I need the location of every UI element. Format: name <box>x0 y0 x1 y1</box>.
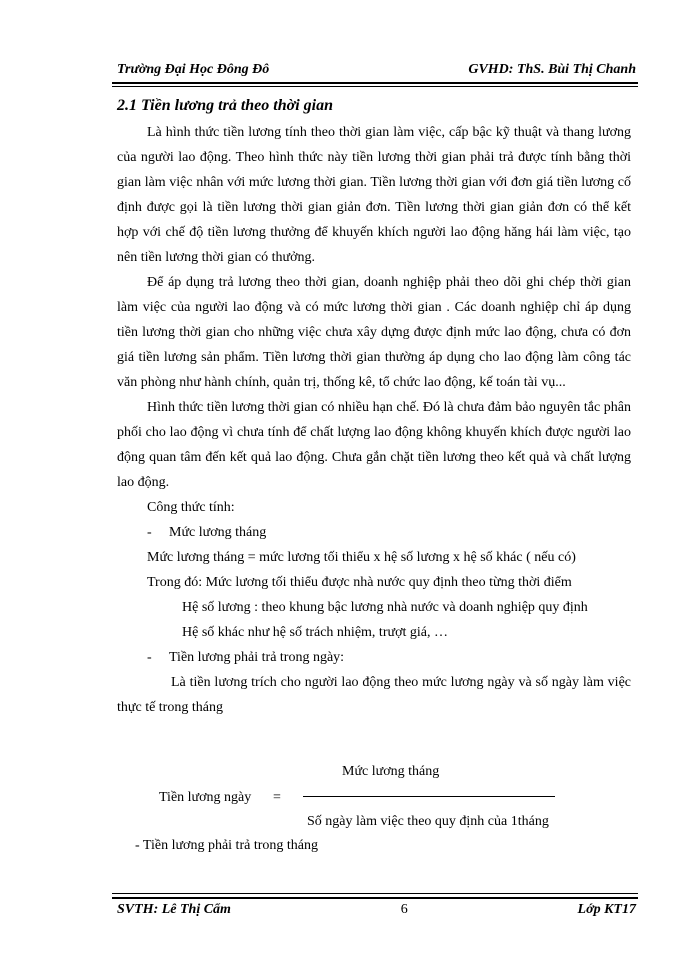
header-rule-thin <box>112 86 638 87</box>
header-school: Trường Đại Học Đông Đô <box>117 62 270 77</box>
body-text <box>117 120 631 720</box>
bullet-monthly-text: Mức lương tháng <box>169 525 267 540</box>
footer-student: SVTH: Lê Thị Cẩm <box>117 902 231 917</box>
fraction-lhs: Tiền lương ngày <box>159 790 252 805</box>
fraction-denominator: Số ngày làm việc theo quy định của 1tháng <box>307 814 549 829</box>
bullet-monthly: - Mức lương tháng <box>147 525 267 540</box>
paragraph-2: Để áp dụng trả lương theo thời gian, doanh nghiệp phải theo dõi ghi chép thời gian làm việc của người lao động và có mức lương thời gian . Các doanh nghiệp chỉ áp dụng tiền lương thời gian cho những việc chưa xây dựng được định mức lao động, chưa có đơn giá tiền lương sản phẩm. Tiền lương thời gian thường áp dụng cho lao động làm công tác văn phòng như hành chính, quản trị, thống kê, tổ chức lao động, kế toán tài vụ... <box>117 275 631 390</box>
bullet-daily: - Tiền lương phải trả trong ngày: <box>147 650 345 665</box>
bullet-daily-text: Tiền lương phải trả trong ngày: <box>169 650 345 665</box>
daily-wage-formula <box>117 762 631 842</box>
paragraph-3: Hình thức tiền lương thời gian có nhiều hạn chế. Đó là chưa đảm bảo nguyên tắc phân phối cho lao động vì chưa tính để chất lượng lao động không khuyến khích được người lao động quan tâm đến kết quả lao động. Chưa gắn chặt tiền lương theo kết quả và chất lượng lao động. <box>117 400 631 490</box>
formula-intro: Công thức tính: <box>147 500 235 515</box>
footer-rule-thin <box>112 893 638 894</box>
where-clause: Trong đó: Mức lương tối thiểu được nhà nước quy định theo từng thời điểm <box>147 575 572 590</box>
header-rule <box>112 82 638 84</box>
coefficient-1: Hệ số lương : theo khung bậc lương nhà nước và doanh nghiệp quy định <box>182 600 588 615</box>
fraction-equals: = <box>273 790 281 805</box>
page-header <box>117 62 636 78</box>
fraction-bar <box>303 796 555 797</box>
monthly-formula: Mức lương tháng = mức lương tối thiểu x hệ số lương x hệ số khác ( nếu có) <box>147 550 576 565</box>
daily-description: Là tiền lương trích cho người lao động theo mức lương ngày và số ngày làm việc thực tế trong tháng <box>117 675 631 715</box>
footer-class: Lớp KT17 <box>577 902 636 917</box>
section-title: 2.1 Tiền lương trả theo thời gian <box>117 97 333 114</box>
header-supervisor: GVHD: ThS. Bùi Thị Chanh <box>468 62 636 77</box>
paragraph-1: Là hình thức tiền lương tính theo thời gian làm việc, cấp bậc kỹ thuật và thang lương của người lao động. Theo hình thức này tiền lương thời gian phải trả được tính bằng thời gian làm việc nhân với mức lương thời gian. Tiền lương thời gian với đơn giá tiền lương cố định được gọi là tiền lương thời gian giản đơn. Tiền lương thời gian giản đơn có thể kết hợp với chế độ tiền lương thưởng để khuyến khích người lao động hăng hái làm việc, tạo nên tiền lương thời gian có thưởng. <box>117 125 631 265</box>
coefficient-2: Hệ số khác như hệ số trách nhiệm, trượt giá, … <box>182 625 448 640</box>
page-number: 6 <box>400 902 408 917</box>
fraction-numerator: Mức lương tháng <box>342 764 440 779</box>
page-footer <box>117 902 636 918</box>
footer-rule <box>112 897 638 899</box>
bullet-monthly-pay: - Tiền lương phải trả trong tháng <box>135 838 318 853</box>
